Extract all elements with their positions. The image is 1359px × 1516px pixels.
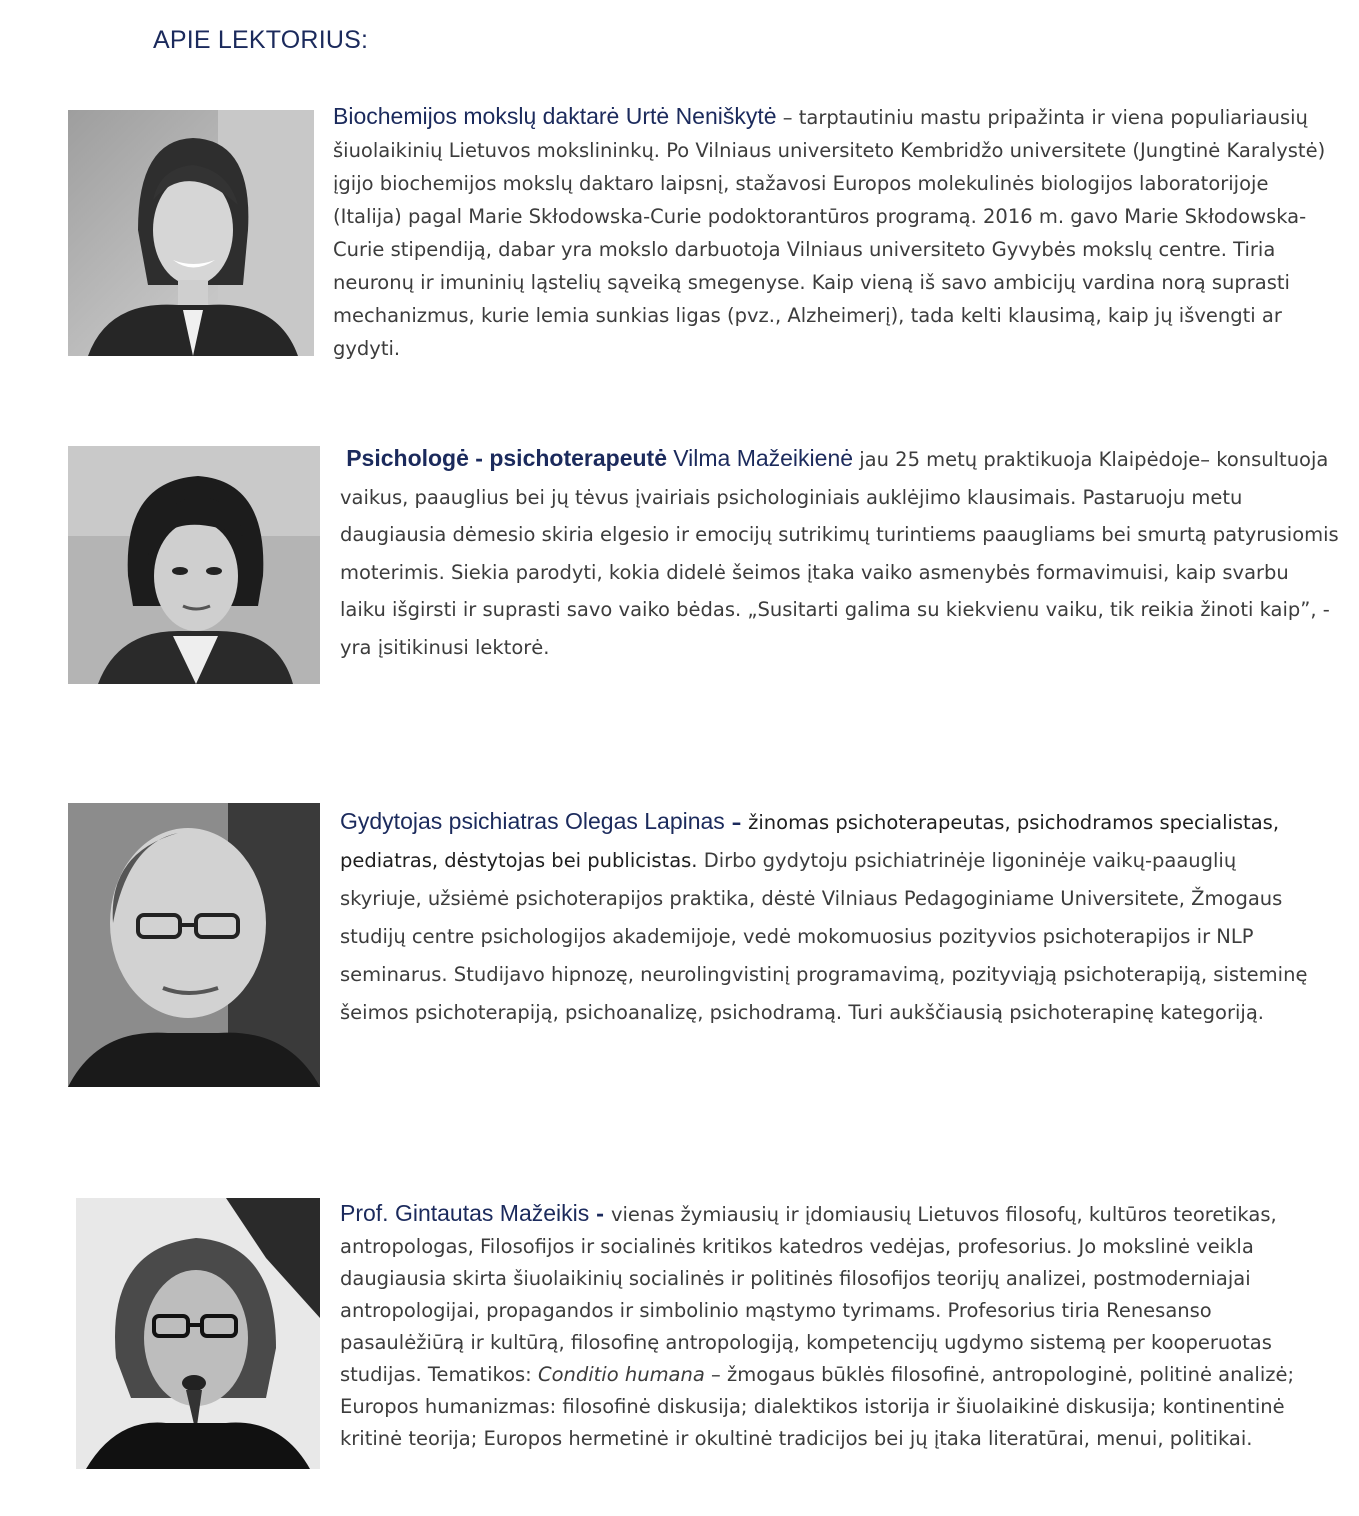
lecturer-bio-3	[340, 802, 1310, 1032]
lecturer-description-end: – žmogaus būklės filosofinė, antropologinė, politinė analizė; Europos humanizmas: filosofinė diskusija; dialektikos istorija ir šiuolaikinė diskusija; kontinentinė kritinė teorija; Europos hermetinė ir okultinė tradicijos bei jų įtaka literatūrai, menui, politikai.	[340, 1363, 1295, 1450]
lecturer-name: Prof. Gintautas Mažeikis	[340, 1200, 590, 1226]
lecturer-lead: žinomas psichoterapeutas, psichodramos specialistas, pediatras, dėstytojas bei publicistas.	[340, 811, 1280, 872]
lecturer-description: tarptautiniu mastu pripažinta ir viena populiariausių šiuolaikinių Lietuvos mokslininkų. Po Vilniaus universiteto Kembridžo universitete (Jungtinė Karalystė) įgijo biochemijos mokslų daktaro laipsnį, stažavosi Europos molekulinės biologijos laboratorijoje (Italija) pagal Marie Skłodowska-Curie podoktorantūros programą. 2016 m. gavo Marie Skłodowska-Curie stipendiją, dabar yra mokslo darbuotoja Vilniaus universiteto Gyvybės mokslų centre. Tiria neuronų ir imuninių ląstelių sąveiką smegenyse. Kaip vieną iš savo ambicijų vardina norą suprasti mechanizmus, kurie lemia sunkias ligas (pvz., Alzheimerį), tada kelti klausimą, kaip jų išvengti ar gydyti.	[333, 106, 1326, 360]
separator: –	[724, 811, 749, 834]
page-title: APIE LEKTORIUS:	[153, 26, 369, 54]
lecturer-description-italic: Conditio humana	[537, 1363, 705, 1386]
lecturer-bio-2	[340, 440, 1340, 666]
lecturer-description: jau 25 metų praktikuoja Klaipėdoje– konsultuoja vaikus, paauglius bei jų tėvus įvairiais psichologiniais auklėjimo klausimais. Pastaruoju metu daugiausia dėmesio skiria elgesio ir emocijų sutrikimų turintiems paaugliams bei smurtą patyrusiomis moterimis. Siekia parodyti, kokia didelė šeimos įtaka vaiko asmenybės formavimuisi, kaip svarbu laiku išgirsti ir suprasti savo vaiko bėdas. „Susitarti galima su kiekvienu vaiku, tik reikia žinoti kaip”, - yra įsitikinusi lektorė.	[340, 448, 1339, 659]
lecturer-name: Vilma Mažeikienė	[673, 445, 854, 471]
lecturer-bio-1	[333, 100, 1333, 365]
lecturer-photo-1	[68, 110, 314, 356]
separator: –	[776, 106, 799, 129]
lecturer-name: Gydytojas psichiatras Olegas Lapinas	[340, 808, 725, 834]
lecturer-photo-2	[68, 446, 320, 684]
lecturer-name: Biochemijos mokslų daktarė Urtė Neniškytė	[333, 103, 777, 129]
lecturer-photo-3	[68, 803, 320, 1087]
lecturer-photo-4	[76, 1198, 320, 1469]
lecturer-description: Dirbo gydytoju psichiatrinėje ligoninėje vaikų-paauglių skyriuje, užsiėmė psichoterapijos praktika, dėstė Vilniaus Pedagoginiame Universitete, Žmogaus studijų centre psichologijos akademijoje, vedė mokomuosius pozityvios psichoterapijos ir NLP seminarus. Studijavo hipnozę, neurolingvistinį programavimą, pozityviąją psichoterapiją, sisteminę šeimos psichoterapiją, psichoanalizę, psichodramą. Turi aukščiausią psichoterapinę kategoriją.	[340, 849, 1308, 1024]
lecturer-title: Psichologė - psichoterapeutė	[346, 445, 667, 471]
separator: -	[589, 1203, 611, 1226]
lecturer-bio-4	[340, 1197, 1330, 1455]
lecturer-description: vienas žymiausių ir įdomiausių Lietuvos filosofų, kultūros teoretikas, antropologas, Filosofijos ir socialinės kritikos katedros vedėjas, profesorius. Jo mokslinė veikla daugiausia skirta šiuolaikinių socialinės ir politinės filosofijos teorijų analizei, postmoderniajai antropologijai, propagandos ir simbolinio mąstymo tyrimams. Profesorius tiria Renesanso pasaulėžiūrą ir kultūrą, filosofinę antropologiją, kompetencijų ugdymo sistemą per kooperuotas studijas. Tematikos:	[340, 1203, 1277, 1386]
